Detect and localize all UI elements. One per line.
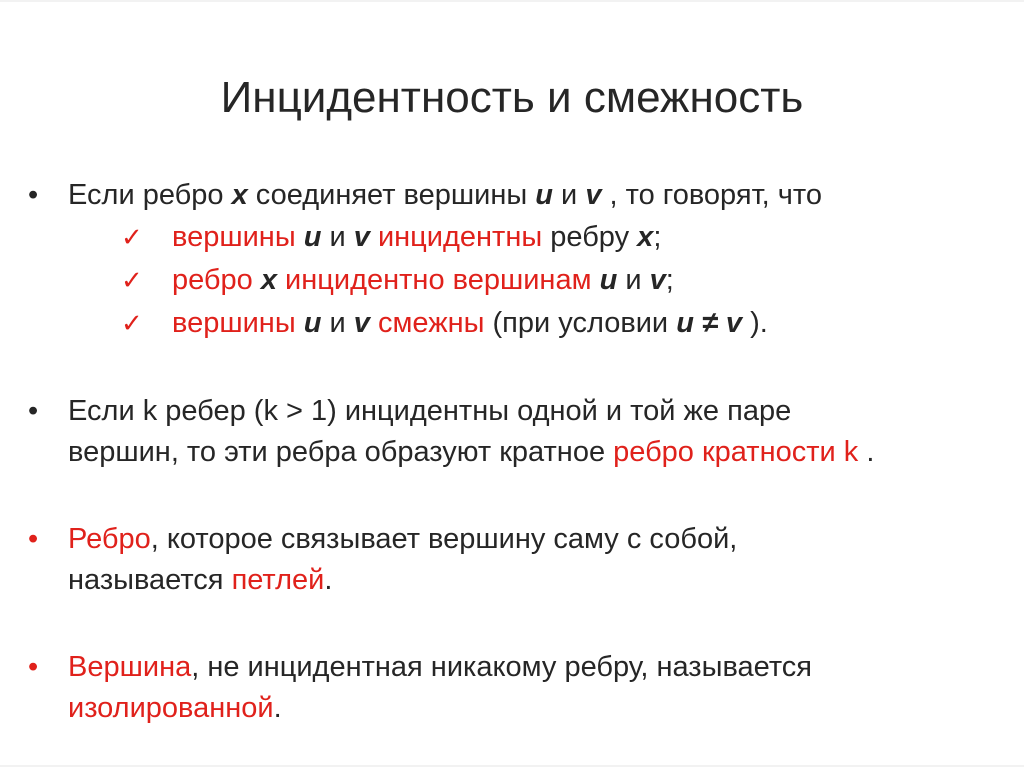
bullet-2-line-1: Если k ребер (k > 1) инцидентны одной и той же паре — [68, 395, 792, 427]
text: . — [324, 564, 333, 596]
text: , которое связывает вершину саму с собой, — [150, 523, 738, 555]
checkmark-icon: ✓ — [121, 308, 143, 338]
text: (при условии — [484, 307, 677, 339]
term-incident: инцидентны — [369, 221, 543, 253]
text: и — [321, 307, 354, 339]
text: вершин, то эти ребра образуют кратное — [68, 436, 614, 468]
term-loop: петлей — [231, 564, 325, 596]
text: , то говорят, что — [601, 179, 822, 211]
check-item-2 — [172, 260, 674, 300]
bullet-2-dot: • — [28, 395, 39, 427]
bullet-4-line-2 — [68, 688, 282, 728]
bullet-2-line-2 — [68, 432, 874, 472]
bullet-3-dot: • — [28, 523, 39, 555]
var-u: u — [535, 179, 553, 211]
text: соединяет вершины — [247, 179, 536, 211]
text: вершины — [172, 221, 304, 253]
check-item-1 — [172, 217, 661, 257]
text: ; — [653, 221, 662, 253]
text: и — [553, 179, 586, 211]
term-multiple-edge: ребро кратности k — [613, 436, 859, 468]
var-u: u — [303, 221, 322, 253]
check-item-3 — [172, 303, 768, 343]
var-x: x — [260, 264, 277, 296]
text: и — [321, 221, 354, 253]
text: ребру — [542, 221, 638, 253]
text: вершины — [172, 307, 304, 339]
bullet-3-line-1 — [68, 519, 737, 559]
bullet-1-text — [68, 175, 822, 215]
bullet-1-dot: • — [28, 179, 39, 211]
bullet-4-dot: • — [28, 651, 39, 683]
bullet-3-line-2 — [68, 560, 332, 600]
text: ; — [665, 264, 674, 296]
bullet-4-line-1 — [68, 647, 812, 687]
text: и — [617, 264, 650, 296]
term-adjacent: смежны — [369, 307, 485, 339]
text: . — [273, 692, 282, 724]
var-u: u — [599, 264, 618, 296]
var-x: x — [231, 179, 248, 211]
checkmark-icon: ✓ — [121, 222, 143, 252]
text: называется — [68, 564, 232, 596]
term-vertex: Вершина — [68, 651, 192, 683]
slide-title: Инцидентность и смежность — [220, 73, 804, 122]
var-v: v — [353, 307, 370, 339]
var-v: v — [585, 179, 602, 211]
var-x: x — [637, 221, 654, 253]
text: ). — [742, 307, 768, 339]
var-v: v — [649, 264, 666, 296]
term-incident: инцидентно вершинам — [277, 264, 600, 296]
checkmark-icon: ✓ — [121, 265, 143, 295]
term-isolated: изолированной — [68, 692, 274, 724]
var-u: u — [303, 307, 322, 339]
text: . — [858, 436, 875, 468]
var-v: v — [353, 221, 370, 253]
text: Если ребро — [68, 179, 232, 211]
term-edge: Ребро — [68, 523, 151, 555]
condition: u ≠ v — [676, 307, 743, 339]
text: ребро — [172, 264, 261, 296]
text: , не инцидентная никакому ребру, называется — [191, 651, 812, 683]
